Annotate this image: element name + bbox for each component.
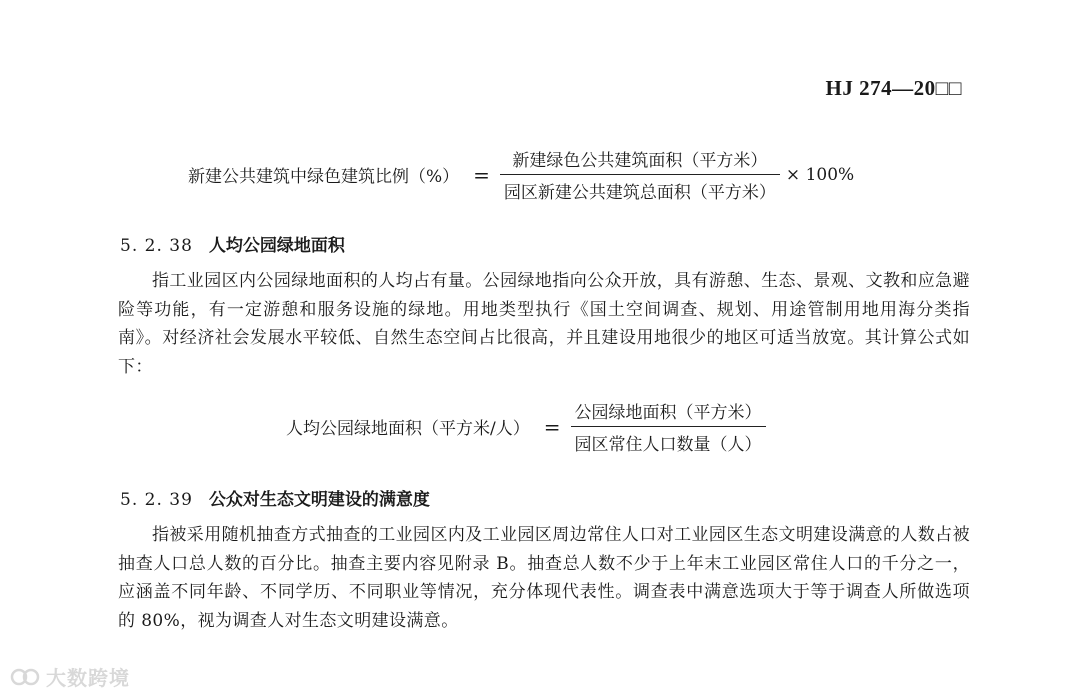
document-code: HJ 274—20□□ bbox=[825, 76, 962, 100]
formula-lhs: 人均公园绿地面积（平方米/人） bbox=[286, 419, 530, 439]
section-paragraph-5-2-39: 指被采用随机抽查方式抽查的工业园区内及工业园区周边常住人口对工业园区生态文明建设满意的人数占被抽查人口总人数的百分比。抽查主要内容见附录 B。抽查总人数不少于上年末工业园区常住人口的千分之一，应涵盖不同年龄、不同学历、不同职业等情况，充分体现代表性。调查表中满意选项大于等于调查人所做选项的 80%，视为调查人对生态文明建设满意。 bbox=[118, 525, 970, 631]
section-title: 人均公园绿地面积 bbox=[208, 236, 345, 256]
section-heading-5-2-39 bbox=[120, 485, 430, 510]
formula-per-capita-park-area bbox=[286, 398, 766, 455]
formula-multiplier: × 100% bbox=[785, 164, 855, 185]
section-heading-5-2-38 bbox=[120, 231, 345, 256]
formula-equals: = bbox=[473, 162, 490, 187]
formula-numerator: 公园绿地面积（平方米） bbox=[574, 403, 762, 423]
formula-denominator: 园区新建公共建筑总面积（平方米） bbox=[503, 183, 776, 203]
watermark bbox=[10, 662, 130, 691]
formula-fraction bbox=[500, 146, 780, 203]
formula-green-building-ratio bbox=[188, 146, 854, 203]
formula-fraction bbox=[571, 398, 766, 455]
formula-lhs: 新建公共建筑中绿色建筑比例（%） bbox=[188, 167, 460, 187]
formula-numerator: 新建绿色公共建筑面积（平方米） bbox=[512, 151, 768, 171]
section-number: 5. 2. 39 bbox=[120, 490, 193, 510]
section-title: 公众对生态文明建设的满意度 bbox=[208, 490, 430, 510]
watermark-text: 大数跨境 bbox=[46, 666, 130, 690]
formula-equals: = bbox=[543, 414, 561, 439]
section-number: 5. 2. 38 bbox=[120, 236, 193, 256]
formula-denominator: 园区常住人口数量（人） bbox=[574, 435, 762, 455]
brand-logo-icon bbox=[10, 663, 40, 691]
section-paragraph-5-2-38: 指工业园区内公园绿地面积的人均占有量。公园绿地指向公众开放，具有游憩、生态、景观、文教和应急避险等功能，有一定游憩和服务设施的绿地。用地类型执行《国土空间调查、规划、用途管制用地用海分类指南》。对经济社会发展水平较低、自然生态空间占比很高，并且建设用地很少的地区可适当放宽。其计算公式如下： bbox=[118, 271, 970, 377]
